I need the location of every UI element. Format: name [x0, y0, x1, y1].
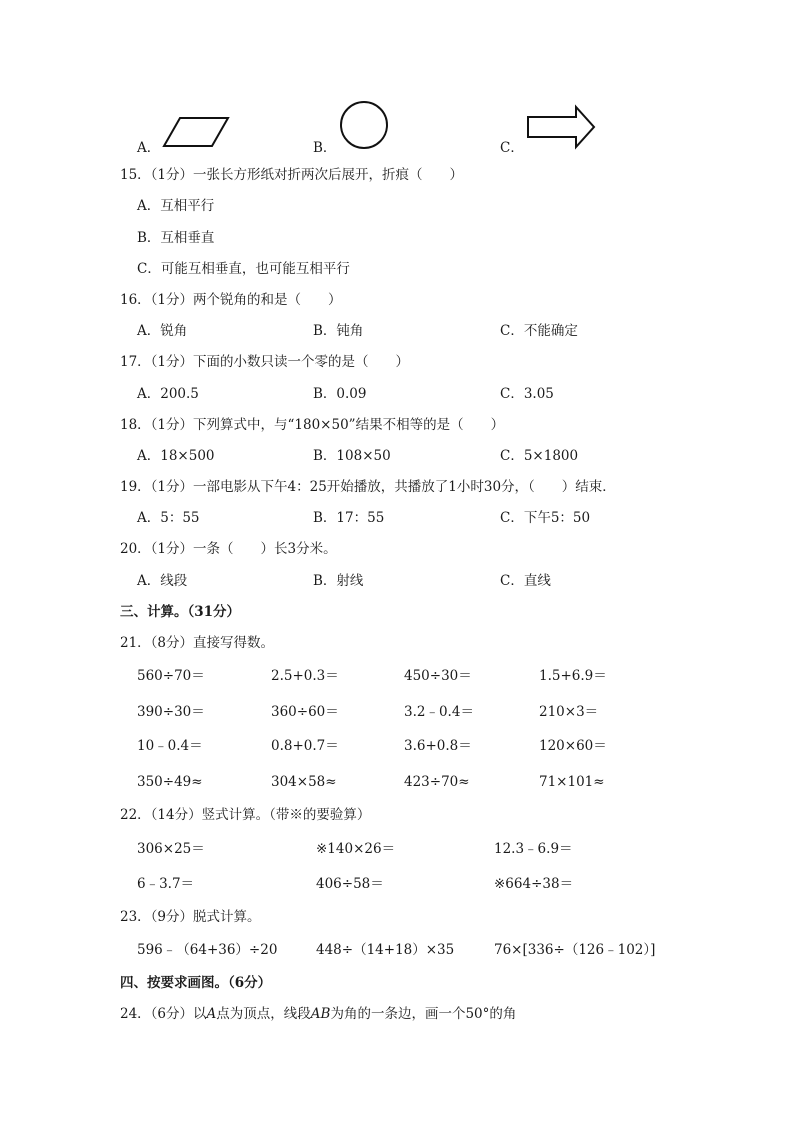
- circle-icon: [337, 99, 391, 153]
- q21-item: 3.2﹣0.4＝: [404, 704, 474, 720]
- q21-item: 560÷70＝: [137, 668, 205, 684]
- q21-item: 10﹣0.4＝: [137, 738, 203, 754]
- q22-item: 12.3﹣6.9＝: [494, 841, 573, 857]
- q14-option-b-label: B．: [313, 140, 337, 156]
- q22-item: 6﹣3.7＝: [137, 876, 195, 892]
- parallelogram-icon: [160, 114, 232, 150]
- q23-item: 76×[336÷（126﹣102）]: [494, 942, 656, 958]
- q18-option-c: C．5×1800: [500, 448, 579, 464]
- q23-item: 448÷（14+18）×35: [316, 942, 455, 958]
- q20-option-a: A．线段: [137, 573, 188, 589]
- section-3-title: 三、计算。（31分）: [120, 604, 241, 620]
- q20-option-b: B．射线: [313, 573, 364, 589]
- q21-item: 120×60＝: [539, 738, 607, 754]
- q22-item: ※664÷38＝: [494, 876, 574, 892]
- q15-option-b: B．互相垂直: [137, 230, 215, 246]
- q21-item: 423÷70≈: [404, 774, 470, 790]
- q19-option-b: B．17：55: [313, 510, 385, 526]
- q16-stem: 16．（1分）两个锐角的和是（ ）: [120, 292, 342, 308]
- arrow-right-icon: [524, 104, 598, 150]
- q21-item: 304×58≈: [271, 774, 337, 790]
- q21-item: 71×101≈: [539, 774, 605, 790]
- q22-item: 306×25＝: [137, 841, 205, 857]
- q16-option-c: C．不能确定: [500, 323, 578, 339]
- q21-item: 210×3＝: [539, 704, 599, 720]
- section-4-title: 四、按要求画图。（6分）: [120, 975, 272, 991]
- q17-option-b: B．0.09: [313, 386, 367, 402]
- q20-option-c: C．直线: [500, 573, 551, 589]
- q24-segment: AB: [310, 1006, 331, 1022]
- q21-item: 450÷30＝: [404, 668, 472, 684]
- q24-stem: [120, 1005, 516, 1023]
- q15-option-c: C．可能互相垂直，也可能互相平行: [137, 261, 350, 277]
- q17-stem: 17．（1分）下面的小数只读一个零的是（ ）: [120, 354, 410, 370]
- q15-option-a: A．互相平行: [137, 198, 215, 214]
- q21-item: 360÷60＝: [271, 704, 339, 720]
- q15-stem: 15．（1分）一张长方形纸对折两次后展开，折痕（ ）: [120, 167, 464, 183]
- q20-stem: 20．（1分）一条（ ）长3分米。: [120, 541, 337, 557]
- q23-stem: 23．（9分）脱式计算。: [120, 909, 261, 925]
- q16-option-b: B．钝角: [313, 323, 364, 339]
- q14-option-a-label: A．: [137, 140, 161, 156]
- q14-option-c-label: C．: [500, 140, 524, 156]
- q24-point-a: A: [206, 1006, 217, 1022]
- q24-suffix: 为角的一条边，画一个50°的角: [330, 1006, 517, 1022]
- q21-item: 0.8+0.7＝: [271, 738, 339, 754]
- q24-mid: 点为顶点，线段: [216, 1006, 311, 1022]
- q22-item: ※140×26＝: [316, 841, 396, 857]
- q19-option-a: A．5：55: [137, 510, 200, 526]
- q22-stem: 22．（14分）竖式计算。（带※的要验算）: [120, 807, 371, 823]
- q19-option-c: C．下午5：50: [500, 510, 591, 526]
- q19-stem: 19．（1分）一部电影从下午4：25开始播放，共播放了1小时30分，（ ）结束．: [120, 479, 616, 495]
- q23-item: 596﹣（64+36）÷20: [137, 942, 278, 958]
- q21-item: 350÷49≈: [137, 774, 203, 790]
- q16-option-a: A．锐角: [137, 323, 188, 339]
- q21-stem: 21．（8分）直接写得数。: [120, 635, 275, 651]
- q18-option-b: B．108×50: [313, 448, 391, 464]
- q22-item: 406÷58＝: [316, 876, 384, 892]
- q24-prefix: 24．（6分）以: [120, 1006, 207, 1022]
- q17-option-a: A．200.5: [137, 386, 199, 402]
- q21-item: 2.5+0.3＝: [271, 668, 339, 684]
- q21-item: 3.6+0.8＝: [404, 738, 472, 754]
- q21-item: 390÷30＝: [137, 704, 205, 720]
- q18-option-a: A．18×500: [137, 448, 215, 464]
- q18-stem: 18．（1分）下列算式中，与“180×50”结果不相等的是（ ）: [120, 417, 505, 433]
- q17-option-c: C．3.05: [500, 386, 554, 402]
- q21-item: 1.5+6.9＝: [539, 668, 607, 684]
